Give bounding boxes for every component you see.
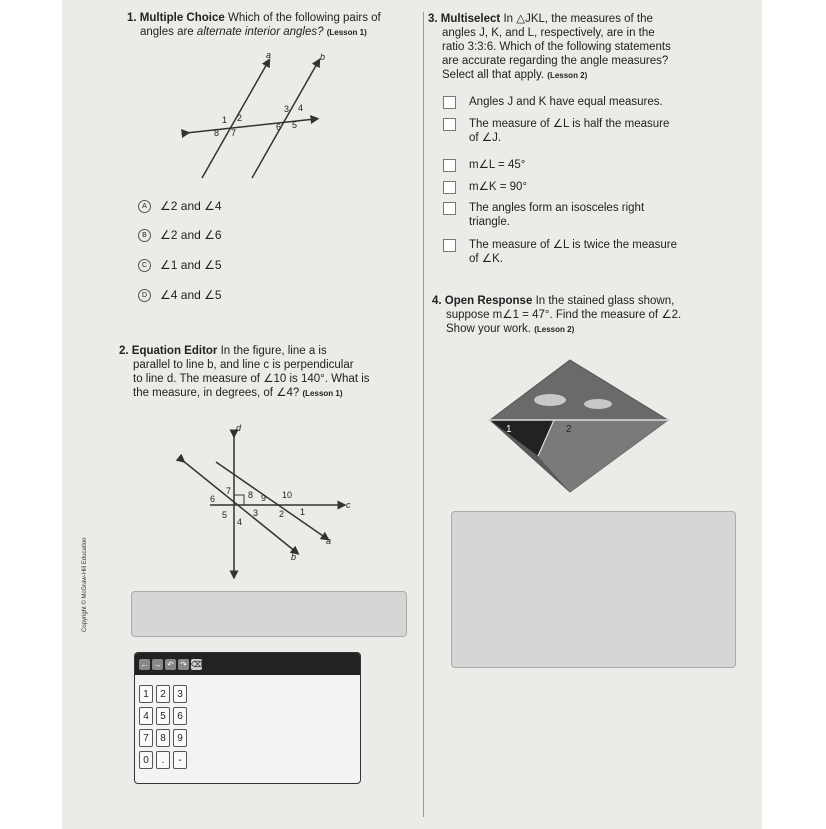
key-6[interactable]: 6 [173, 707, 187, 725]
undo-icon[interactable]: ↶ [165, 659, 176, 670]
photo-border-right [762, 0, 826, 829]
key-1[interactable]: 1 [139, 685, 153, 703]
cloud-shape [584, 399, 612, 409]
q1-label-1: 1 [222, 115, 228, 125]
q1-label-5: 5 [292, 120, 298, 130]
q2-label-8: 8 [248, 490, 254, 500]
equation-editor [134, 652, 361, 784]
q2-prompt [119, 344, 409, 401]
q3-line-3: ratio 3:3:6. Which of the following statements [442, 41, 671, 53]
q2-label-4: 4 [237, 517, 243, 527]
q1-type: Multiple Choice [139, 12, 225, 24]
key-5[interactable]: 5 [156, 707, 170, 725]
q4-lesson: (Lesson 2) [534, 325, 575, 334]
q3-option-3[interactable] [443, 158, 525, 172]
q3-type: Multiselect [440, 13, 501, 25]
q1-label-2: 2 [237, 113, 243, 123]
choice-radio-icon[interactable]: B [138, 229, 151, 242]
redo-icon[interactable]: ↷ [178, 659, 189, 670]
q1-choice-d[interactable] [138, 288, 222, 302]
q1-label-3: 3 [284, 104, 290, 114]
q2-number: 2. [119, 345, 129, 357]
q2-type: Equation Editor [131, 345, 218, 357]
keypad [139, 685, 187, 769]
key-0[interactable]: 0 [139, 751, 153, 769]
choice-radio-icon[interactable]: A [138, 200, 151, 213]
q3-prompt [428, 12, 718, 83]
q2-label-10: 10 [282, 490, 293, 500]
q2-label-6: 6 [210, 494, 216, 504]
q3-line-5: Select all that apply. [442, 69, 545, 81]
checkbox-icon[interactable] [443, 181, 456, 194]
choice-text: ∠1 and ∠5 [160, 258, 222, 272]
q2-line-2: parallel to line b, and line c is perpendicular [133, 359, 354, 371]
backspace-icon[interactable]: ⌫ [190, 659, 203, 669]
option-text: The measure of ∠L is twice the measure of ∠K. [469, 239, 678, 265]
q2-lesson: (Lesson 1) [302, 389, 343, 398]
option-text: The angles form an isosceles right triangle. [469, 202, 645, 228]
q1-text1: Which of the following pairs of [227, 12, 381, 24]
cloud-shape [534, 394, 566, 406]
option-text: m∠L = 45° [469, 159, 526, 171]
q2-label-b: b [291, 552, 297, 562]
key-4[interactable]: 4 [139, 707, 153, 725]
key-3[interactable]: 3 [173, 685, 187, 703]
choice-radio-icon[interactable]: D [138, 289, 151, 302]
q4-number: 4. [432, 295, 442, 307]
q2-line-3: to line d. The measure of ∠10 is 140°. What is [133, 373, 370, 385]
q4-line-1: In the stained glass shown, [535, 295, 675, 307]
q1-choice-c[interactable] [138, 258, 222, 272]
option-text: Angles J and K have equal measures. [469, 96, 663, 108]
choice-radio-icon[interactable]: C [138, 259, 151, 272]
q1-label-4: 4 [298, 103, 304, 113]
key-8[interactable]: 8 [156, 729, 170, 747]
q3-option-2[interactable] [443, 117, 669, 145]
key-9[interactable]: 9 [173, 729, 187, 747]
q1-label-8: 8 [214, 128, 220, 138]
q2-label-7: 7 [226, 486, 232, 496]
q1-figure [180, 50, 330, 180]
choice-text: ∠2 and ∠4 [160, 199, 222, 213]
q2-label-d: d [236, 423, 242, 433]
copyright-notice: Copyright © McGraw-Hill Education [82, 537, 88, 632]
q3-line-2: angles J, K, and L, respectively, are in the [442, 27, 655, 39]
q2-figure [176, 420, 356, 580]
column-divider [423, 12, 424, 817]
choice-text: ∠4 and ∠5 [160, 288, 222, 302]
arrow-left-icon[interactable]: ← [140, 659, 149, 669]
q2-label-2: 2 [279, 509, 285, 519]
q2-label-c: c [346, 500, 351, 510]
angle-label-1: 1 [506, 424, 512, 435]
q1-lesson: (Lesson 1) [326, 28, 367, 37]
choice-text: ∠2 and ∠6 [160, 228, 222, 242]
equation-editor-toolbar [135, 653, 360, 675]
q2-line-1: In the figure, line a is [220, 345, 327, 357]
q1-text2-italic: alternate interior angles? [196, 26, 324, 38]
checkbox-icon[interactable] [443, 202, 456, 215]
q4-line-2: suppose m∠1 = 47°. Find the measure of ∠2. [446, 309, 682, 321]
arrow-right-icon[interactable]: → [153, 659, 162, 669]
q2-line-4: the measure, in degrees, of ∠4? [133, 387, 300, 399]
q1-choice-a[interactable] [138, 199, 222, 213]
checkbox-icon[interactable] [443, 118, 456, 131]
q1-choice-b[interactable] [138, 228, 222, 242]
q3-lesson: (Lesson 2) [547, 71, 588, 80]
angle-label-2: 2 [566, 424, 572, 435]
q1-text2: angles are [140, 26, 194, 38]
q4-answer-field[interactable] [451, 511, 736, 668]
photo-border-left [0, 0, 62, 829]
checkbox-icon[interactable] [443, 96, 456, 109]
option-text: m∠K = 90° [469, 181, 528, 193]
q2-label-9: 9 [261, 493, 267, 503]
q4-line-3: Show your work. [446, 323, 532, 335]
q3-line-4: are accurate regarding the angle measures? [442, 55, 669, 67]
q2-label-1: 1 [300, 507, 306, 517]
key-2[interactable]: 2 [156, 685, 170, 703]
q2-label-3: 3 [253, 508, 259, 518]
key-negative[interactable]: - [173, 751, 187, 769]
q1-label-7: 7 [231, 128, 237, 138]
q4-stained-glass-figure [488, 356, 674, 496]
option-text: The measure of ∠L is half the measure of ∠J. [469, 118, 670, 144]
q3-option-6[interactable] [443, 238, 677, 266]
checkbox-icon[interactable] [443, 239, 456, 252]
q1-line-a [202, 62, 268, 178]
key-7[interactable]: 7 [139, 729, 153, 747]
q3-line-1: In △JKL, the measures of the [503, 13, 653, 25]
q2-answer-field[interactable] [131, 591, 407, 637]
key-decimal[interactable]: . [156, 751, 170, 769]
q3-option-1[interactable] [443, 95, 663, 109]
q1-label-a: a [266, 50, 272, 60]
q2-label-a: a [326, 536, 332, 546]
q3-option-5[interactable] [443, 201, 644, 229]
q4-type: Open Response [444, 295, 533, 307]
q1-label-6: 6 [276, 122, 282, 132]
q3-option-4[interactable] [443, 180, 527, 194]
q2-label-5: 5 [222, 510, 228, 520]
q4-prompt [432, 294, 722, 337]
q1-number: 1. [127, 12, 137, 24]
q1-prompt [127, 11, 407, 40]
q1-label-b: b [320, 52, 326, 62]
q3-number: 3. [428, 13, 438, 25]
checkbox-icon[interactable] [443, 159, 456, 172]
